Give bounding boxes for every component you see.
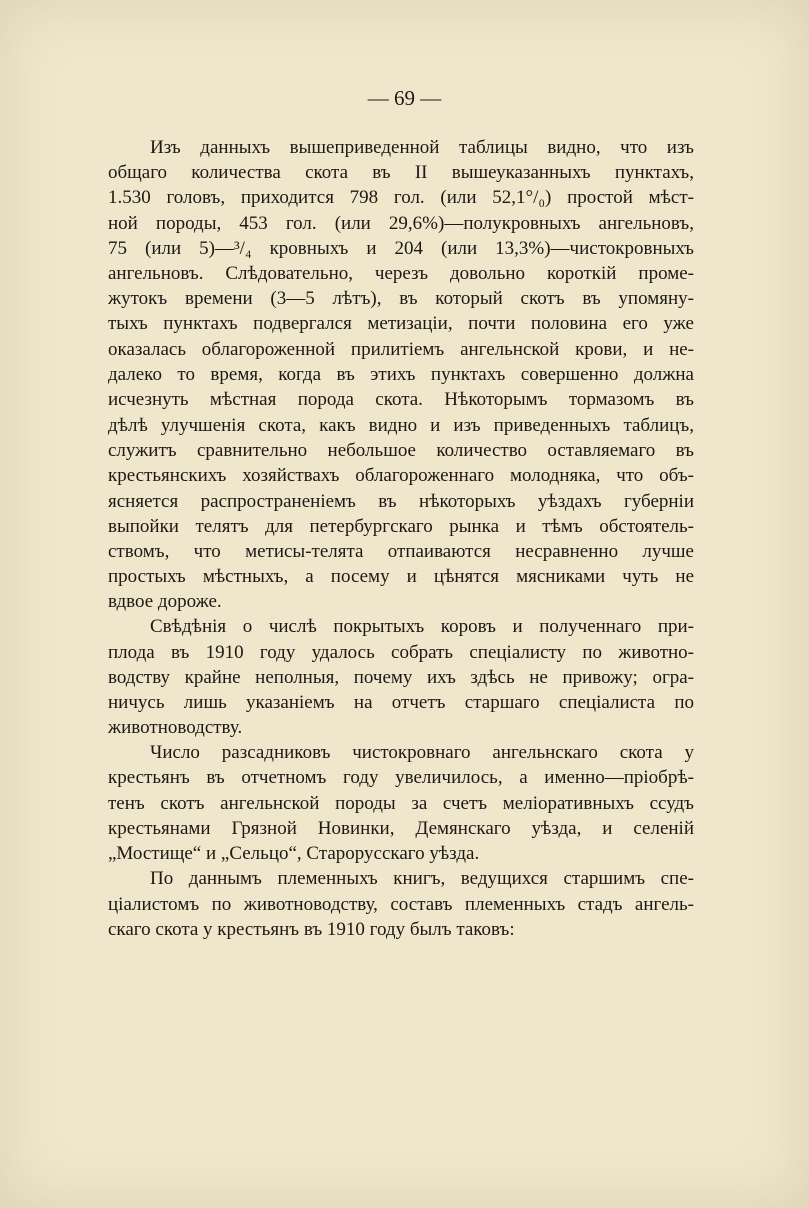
text-line: общаго количества скота въ II вышеуказанныхъ пунктахъ, [108, 162, 694, 183]
text-line: далеко то время, когда въ этихъ пунктахъ совершенно должна [108, 364, 694, 385]
text-line: простыхъ мѣстныхъ, а посему и цѣнятся мясниками чуть не [108, 566, 694, 587]
text-line: животноводству. [108, 717, 243, 738]
text-line: ясняется распространеніемъ въ нѣкоторыхъ уѣздахъ губерніи [108, 491, 694, 512]
text-line: По даннымъ племенныхъ книгъ, ведущихся старшимъ спе- [150, 868, 694, 889]
text-line: 75 (или 5)—³/₄ кровныхъ и 204 (или 13,3%)—чистокровныхъ [108, 238, 694, 259]
text-line: вдвое дороже. [108, 591, 222, 612]
page-number: — 69 — [367, 86, 442, 110]
text-line: дѣлѣ улучшенія скота, какъ видно и изъ приведенныхъ таблицъ, [108, 415, 694, 436]
text-line: жутокъ времени (3—5 лѣтъ), въ который скотъ въ упомяну- [108, 288, 694, 309]
text-line: оказалась облагороженной прилитіемъ ангельнской крови, и не- [108, 339, 694, 360]
text-line: ціалистомъ по животноводству, составъ племенныхъ стадъ ангель- [108, 894, 694, 915]
text-line: 1.530 головъ, приходится 798 гол. (или 52,1°/₀) простой мѣст- [108, 187, 694, 208]
text-line: тенъ скотъ ангельнской породы за счетъ меліоративныхъ ссудъ [108, 793, 694, 814]
text-line: Число разсадниковъ чистокровнаго ангельнскаго скота у [150, 742, 694, 763]
text-line: крестьянами Грязной Новинки, Демянскаго уѣзда, и селеній [108, 818, 694, 839]
text-line: ной породы, 453 гол. (или 29,6%)—полукровныхъ ангельновъ, [108, 213, 694, 234]
text-line: водству крайне неполныя, почему ихъ здѣсь не привожу; огра- [108, 667, 694, 688]
text-line: крестьянъ въ отчетномъ году увеличилось, а именно—пріобрѣ- [108, 767, 694, 788]
text-line: ствомъ, что метисы-телята отпаиваются несравненно лучше [108, 541, 694, 562]
text-line: выпойки телятъ для петербургскаго рынка и тѣмъ обстоятель- [108, 516, 694, 537]
text-line: крестьянскихъ хозяйствахъ облагороженнаго молодняка, что объ- [108, 465, 694, 486]
text-line: плода въ 1910 году удалось собрать спеціалисту по животно- [108, 642, 694, 663]
text-line: служитъ сравнительно небольшое количество оставляемаго въ [108, 440, 694, 461]
text-line: ангельновъ. Слѣдовательно, черезъ довольно короткій проме- [108, 263, 694, 284]
text-line: скаго скота у крестьянъ въ 1910 году былъ таковъ: [108, 919, 515, 940]
text-line: ничусь лишь указаніемъ на отчетъ старшаго спеціалиста по [108, 692, 694, 713]
text-line: тыхъ пунктахъ подвергался метизаціи, почти половина его уже [108, 313, 694, 334]
text-line: исчезнуть мѣстная порода скота. Нѣкоторымъ тормазомъ въ [108, 389, 694, 410]
text-line: Изъ данныхъ вышеприведенной таблицы видно, что изъ [150, 137, 694, 158]
text-line: „Мостище“ и „Сельцо“, Старорусскаго уѣзда. [108, 843, 480, 864]
text-line: Свѣдѣнія о числѣ покрытыхъ коровъ и полученнаго при- [150, 616, 694, 637]
